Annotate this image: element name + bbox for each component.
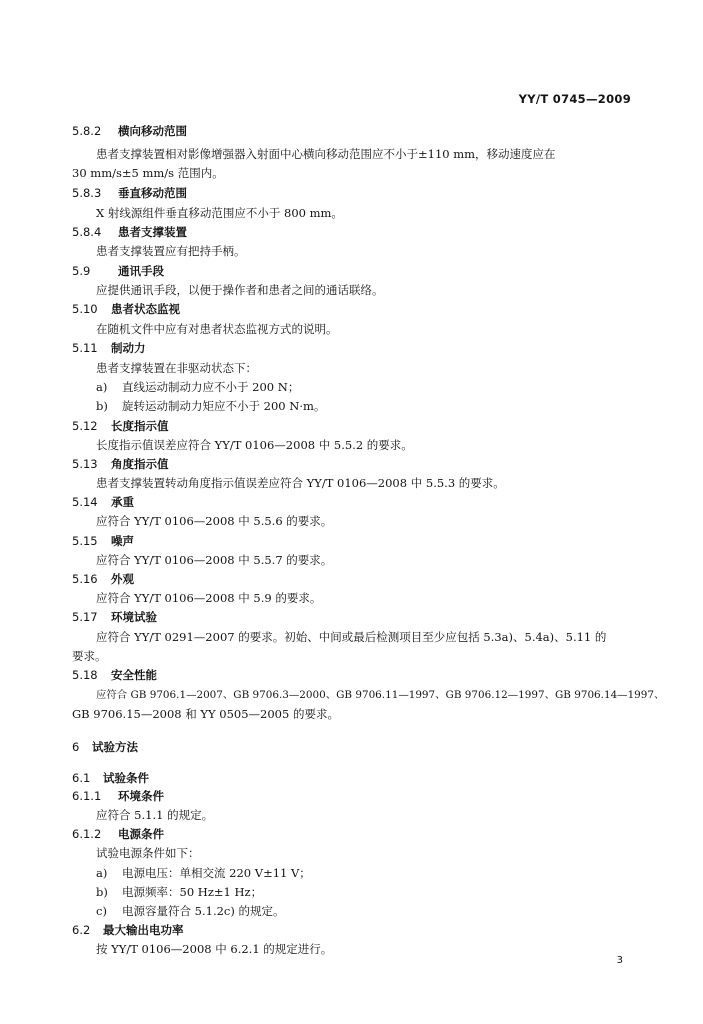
section-title: 试验条件 <box>103 771 149 785</box>
section-number: 5.9 <box>72 264 91 278</box>
section-title: 外观 <box>111 572 134 586</box>
section-number: 5.14 <box>72 495 98 509</box>
section-title: 横向移动范围 <box>118 124 187 138</box>
section-number: 6.1 <box>72 771 91 785</box>
section-number: 5.11 <box>72 341 98 355</box>
section-number: 5.17 <box>72 610 98 624</box>
section-number: 5.8.2 <box>72 124 102 138</box>
section-number: 5.8.3 <box>72 186 102 200</box>
section-title: 制动力 <box>111 341 146 355</box>
section-title: 患者状态监视 <box>111 302 180 316</box>
section-title: 试验方法 <box>92 740 138 754</box>
section-number: 6.1.1 <box>72 789 102 803</box>
section-title: 角度指示值 <box>111 457 169 471</box>
section-number: 5.16 <box>72 572 98 586</box>
document-code: YY/T 0745—2009 <box>518 92 631 106</box>
section-number: 5.10 <box>72 302 98 316</box>
section-number: 5.15 <box>72 534 98 548</box>
section-number: 6.2 <box>72 923 91 937</box>
section-title: 患者支撑装置 <box>118 225 187 239</box>
section-title: 安全性能 <box>111 668 157 682</box>
section-number: 5.8.4 <box>72 225 102 239</box>
section-title: 长度指示值 <box>111 419 169 433</box>
section-title: 最大输出电功率 <box>103 923 184 937</box>
section-title: 噪声 <box>111 534 134 548</box>
page-number: 3 <box>616 955 623 966</box>
section-title: 承重 <box>111 495 134 509</box>
section-number: 6.1.2 <box>72 827 102 841</box>
section-title: 电源条件 <box>118 827 164 841</box>
section-number: 5.12 <box>72 419 98 433</box>
section-title: 环境条件 <box>118 789 164 803</box>
section-number: 5.18 <box>72 668 98 682</box>
section-title: 垂直移动范围 <box>118 186 187 200</box>
section-number: 6 <box>72 740 80 754</box>
section-title: 通讯手段 <box>118 264 164 278</box>
section-number: 5.13 <box>72 457 98 471</box>
section-title: 环境试验 <box>111 610 157 624</box>
